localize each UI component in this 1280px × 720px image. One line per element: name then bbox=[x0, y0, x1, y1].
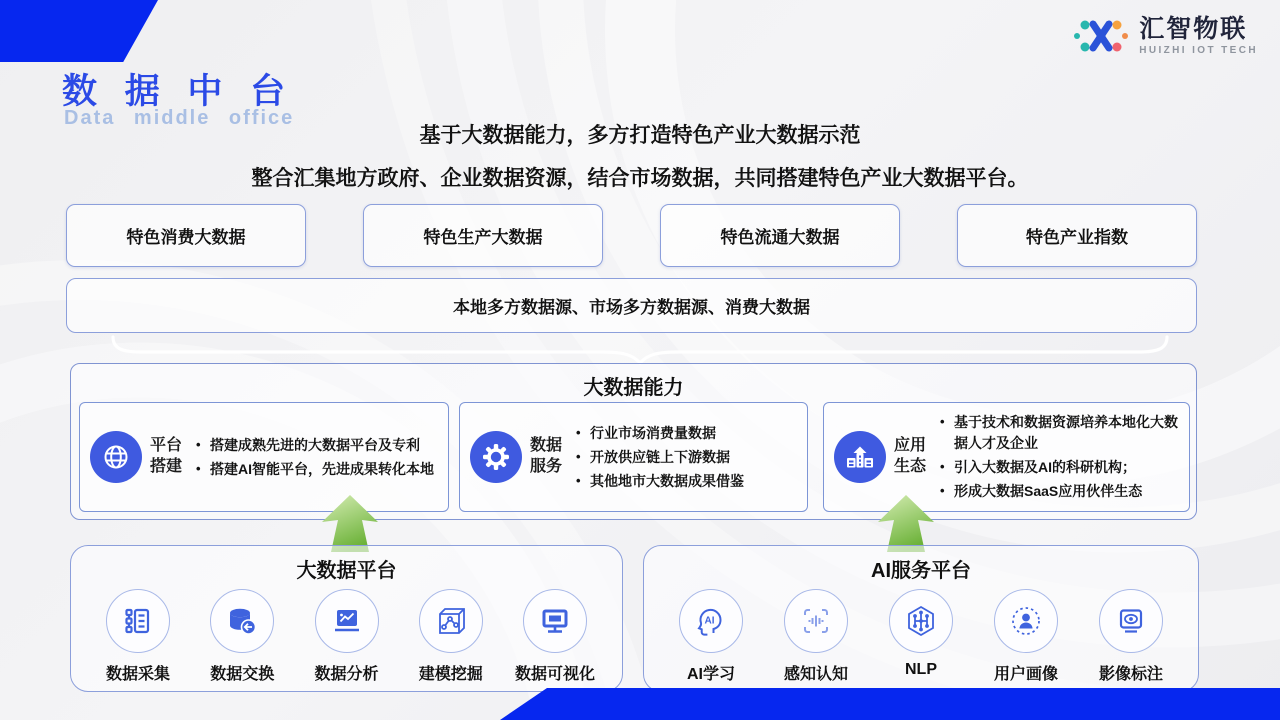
gear-icon bbox=[470, 431, 522, 483]
platform-item-perception bbox=[765, 589, 867, 684]
feature-chip-row bbox=[66, 204, 1197, 267]
bullet-item: • 形成大数据SaaS应用伙伴生态 bbox=[939, 481, 1179, 502]
capability-section bbox=[70, 363, 1197, 520]
platform-item-image-annotation bbox=[1080, 589, 1182, 684]
platform-item-label: NLP bbox=[905, 661, 937, 678]
bullet-item: • 开放供应链上下游数据 bbox=[575, 447, 797, 468]
logo-text bbox=[1139, 16, 1258, 56]
platform-item-data-collect bbox=[87, 589, 189, 684]
bullet-item: • 基于技术和数据资源培养本地化大数据人才及企业 bbox=[939, 412, 1179, 454]
platform-item-data-analysis bbox=[296, 589, 398, 684]
nlp-network-icon bbox=[889, 589, 953, 653]
building-icon bbox=[834, 431, 886, 483]
bullet-item: • 其他地市大数据成果借鉴 bbox=[575, 471, 797, 492]
logo-name: 汇智物联 bbox=[1139, 14, 1248, 43]
platform-item-label: 感知认知 bbox=[783, 666, 848, 683]
data-analysis-icon bbox=[315, 589, 379, 653]
intro-line-1: 基于大数据能力，多方打造特色产业大数据示范 bbox=[419, 124, 861, 147]
bigdata-platform-items bbox=[71, 583, 622, 684]
user-profile-icon bbox=[994, 589, 1058, 653]
page-title: 数 据 中 台 bbox=[62, 72, 295, 111]
platform-item-nlp bbox=[870, 589, 972, 684]
ai-platform-section bbox=[643, 545, 1199, 692]
bullet-item: • 搭建AI智能平台，先进成果转化本地 bbox=[195, 459, 438, 480]
modeling-mining-icon bbox=[419, 589, 483, 653]
chip-consumption-bigdata: 特色消费大数据 bbox=[66, 204, 306, 267]
platform-item-user-profile bbox=[975, 589, 1077, 684]
platform-item-label: 数据采集 bbox=[105, 666, 170, 683]
capability-card-label: 数据服务 bbox=[530, 437, 563, 475]
data-source-box: 本地多方数据源、市场多方数据源、消费大数据 bbox=[66, 278, 1197, 333]
brace-connector bbox=[105, 333, 1175, 367]
capability-card-label: 平台搭建 bbox=[150, 437, 183, 475]
capability-card-bullets bbox=[195, 432, 438, 483]
capability-card-bullets bbox=[575, 420, 797, 495]
logo-subname: HUIZHI IOT TECH bbox=[1139, 45, 1258, 57]
platform-item-label: 建模挖掘 bbox=[418, 666, 483, 683]
chip-industry-index: 特色产业指数 bbox=[957, 204, 1197, 267]
capability-card-data-services bbox=[459, 402, 808, 512]
platform-item-data-exchange bbox=[191, 589, 293, 684]
svg-text:AI: AI bbox=[704, 615, 715, 627]
capability-card-bullets bbox=[939, 409, 1179, 505]
bullet-item: • 搭建成熟先进的大数据平台及专利 bbox=[195, 435, 438, 456]
ai-platform-title: AI服务平台 bbox=[871, 560, 971, 582]
capability-card-label: 应用生态 bbox=[894, 437, 927, 475]
platform-item-label: 数据分析 bbox=[314, 666, 379, 683]
platform-item-label: 影像标注 bbox=[1098, 666, 1163, 683]
company-logo bbox=[1072, 13, 1258, 59]
data-exchange-icon bbox=[210, 589, 274, 653]
data-collect-icon bbox=[106, 589, 170, 653]
bottom-accent-bar bbox=[500, 688, 1280, 720]
bigdata-platform-section bbox=[70, 545, 623, 692]
up-arrow-icon bbox=[878, 495, 934, 552]
intro-line-2: 整合汇集地方政府、企业数据资源，结合市场数据，共同搭建特色产业大数据平台。 bbox=[251, 167, 1029, 190]
chip-circulation-bigdata: 特色流通大数据 bbox=[660, 204, 900, 267]
platform-item-label: AI学习 bbox=[686, 666, 735, 683]
corner-accent-shape bbox=[0, 0, 158, 62]
up-arrow-icon bbox=[322, 495, 378, 552]
bigdata-platform-title: 大数据平台 bbox=[296, 560, 397, 582]
page-subtitle: Data middle office bbox=[64, 107, 295, 129]
globe-icon bbox=[90, 431, 142, 483]
platform-item-label: 用户画像 bbox=[993, 666, 1058, 683]
platform-item-label: 数据可视化 bbox=[514, 666, 595, 683]
capability-card-platform-building bbox=[79, 402, 449, 512]
image-annotation-icon bbox=[1099, 589, 1163, 653]
network-dots-logo-icon bbox=[1072, 13, 1130, 59]
ai-learning-icon bbox=[679, 589, 743, 653]
perception-icon bbox=[784, 589, 848, 653]
chip-production-bigdata: 特色生产大数据 bbox=[363, 204, 603, 267]
data-visualization-icon bbox=[523, 589, 587, 653]
ai-platform-items bbox=[644, 583, 1198, 684]
platform-item-visualization bbox=[504, 589, 606, 684]
platform-item-label: 数据交换 bbox=[210, 666, 275, 683]
bullet-item: • 引入大数据及AI的科研机构； bbox=[939, 457, 1179, 478]
capability-title: 大数据能力 bbox=[583, 377, 684, 399]
platform-item-modeling bbox=[400, 589, 502, 684]
bullet-item: • 行业市场消费量数据 bbox=[575, 423, 797, 444]
intro-text bbox=[0, 119, 1280, 192]
platform-item-ai-learning bbox=[660, 589, 762, 684]
